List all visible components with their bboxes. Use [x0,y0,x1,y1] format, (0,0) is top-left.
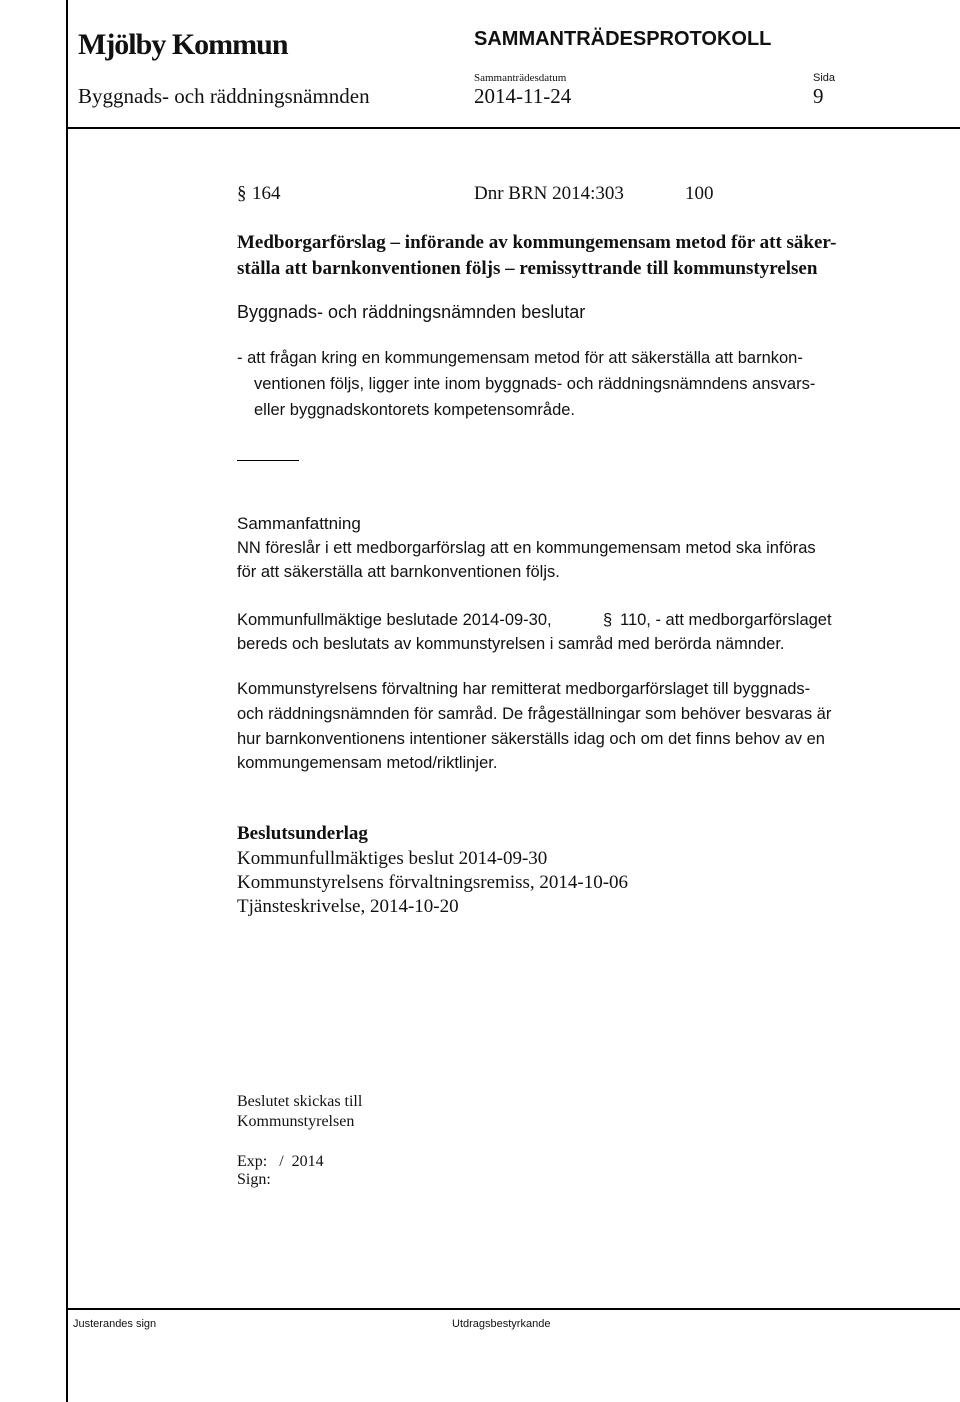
separator-line [237,460,299,461]
dnr: Dnr BRN 2014:303 [474,183,624,204]
item-title-line2: ställa att barnkonventionen följs – remissyttrande till kommunstyrelsen [237,258,818,279]
organization-name: Mjölby Kommun [78,28,288,61]
page-number: 9 [813,84,824,108]
item-title-line1: Medborgarförslag – införande av kommungemensam metod för att säker- [237,232,837,253]
summary-p2-line1b: 110, - att medborgarförslaget [620,611,832,629]
summary-p2-line2: bereds och beslutats av kommunstyrelsen i samråd med berörda nämnder. [237,635,785,653]
summary-p3-line1: Kommunstyrelsens förvaltning har remitterat medborgarförslaget till byggnads- [237,680,811,698]
paragraph-sign: § [237,183,247,204]
basis-item: Kommunfullmäktiges beslut 2014-09-30 [237,848,548,869]
summary-p3-line2: och räddningsnämnden för samråd. De frågeställningar som behöver besvaras är [237,705,832,723]
decision-line3: eller byggnadskontorets kompetensområde. [254,401,576,419]
dispatch-label: Beslutet skickas till [237,1093,363,1110]
summary-p3-line4: kommungemensam metod/riktlinjer. [237,754,498,772]
decision-heading: Byggnads- och räddningsnämnden beslutar [237,302,586,322]
adjuster-sign-label: Justerandes sign [73,1318,157,1330]
document-type: SAMMANTRÄDESPROTOKOLL [474,28,772,50]
summary-p2-line1a: Kommunfullmäktige beslutade 2014-09-30, [237,611,552,629]
dispatch-exp: Exp: / 2014 [237,1153,324,1170]
item-number: 164 [252,183,281,204]
dispatch-sign: Sign: [237,1171,271,1188]
date-label: Sammanträdesdatum [474,72,567,84]
basis-heading: Beslutsunderlag [237,823,368,844]
decision-line2: ventionen följs, ligger inte inom byggnads- och räddningsnämndens ansvars- [254,375,816,393]
footer-rule [66,1308,960,1310]
committee-name: Byggnads- och räddningsnämnden [78,84,370,108]
basis-item: Kommunstyrelsens förvaltningsremiss, 2014-10-06 [237,872,629,893]
item-code: 100 [685,183,714,204]
summary-heading: Sammanfattning [237,514,361,533]
summary-p2-paragraph-sign: § [603,611,613,629]
summary-p3-line3: hur barnkonventionens intentioner säkerställs idag och om det finns behov av en [237,730,825,748]
decision-line1: - att frågan kring en kommungemensam metod för att säkerställa att barnkon- [237,349,803,367]
page-label: Sida [813,72,836,84]
extract-certify-label: Utdragsbestyrkande [452,1318,551,1330]
basis-item: Tjänsteskrivelse, 2014-10-20 [237,896,459,917]
dispatch-recipient: Kommunstyrelsen [237,1113,355,1130]
summary-p1-line2: för att säkerställa att barnkonventionen följs. [237,563,560,581]
meeting-date: 2014-11-24 [474,84,572,108]
summary-p1-line1: NN föreslår i ett medborgarförslag att en kommungemensam metod ska införas [237,539,816,557]
header-rule [66,127,960,129]
left-margin-rule [66,0,68,1402]
